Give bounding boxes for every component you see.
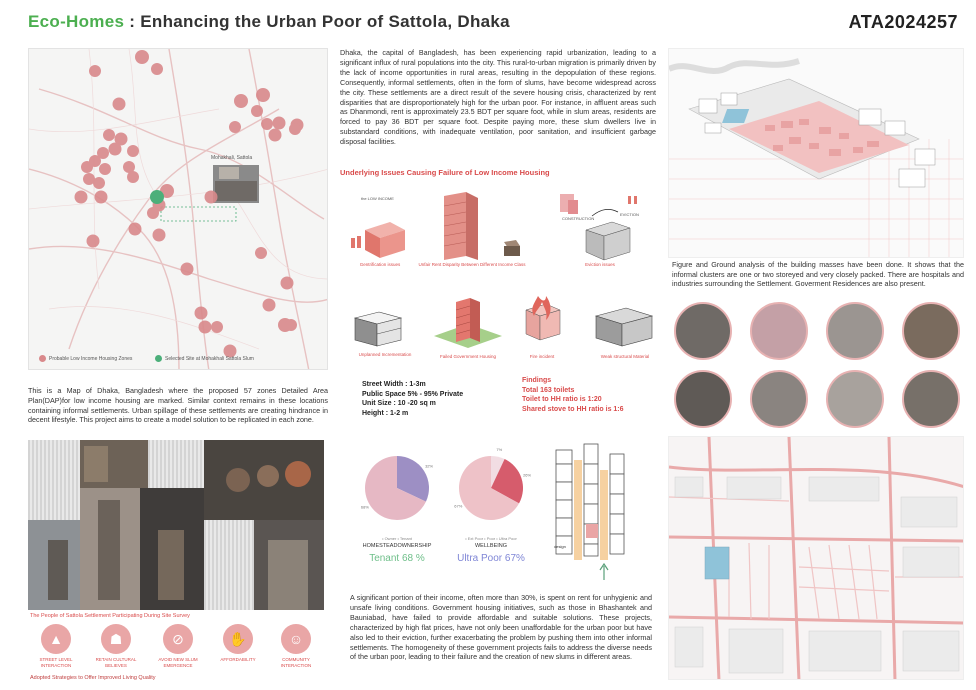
findings — [522, 376, 624, 414]
context-photo-grid — [672, 300, 964, 430]
issue-gentrification — [345, 190, 415, 267]
context-photo — [826, 302, 884, 360]
pie-title: WELLBEING — [474, 543, 508, 549]
context-photo — [902, 370, 960, 428]
site-stats — [362, 380, 463, 418]
stat-height: Height : 1-2 m — [362, 409, 409, 417]
pie-slice-label: 26% — [523, 472, 532, 478]
entry-code: ATA2024257 — [848, 12, 958, 32]
photo-caption: The People of Sattola Settlement Participating During Site Survey — [30, 613, 190, 619]
plan-map-drawing — [669, 437, 964, 680]
strategy-culture — [88, 624, 144, 668]
community-icon: ☗ — [101, 624, 131, 654]
legend-item-zones — [39, 355, 132, 362]
strategy-label: AFFORDABILITY — [220, 657, 256, 662]
context-photo — [826, 370, 884, 428]
sketch-note: the LOW INCOME — [361, 196, 394, 201]
issue-label: Eviction issues — [585, 262, 615, 267]
no-slum-icon: ⊘ — [163, 624, 193, 654]
strategy-label: COMMUNITY INTERACTION — [280, 657, 312, 668]
pie-legend: • Ext Poor • Poor • Ultra Poor — [465, 536, 517, 541]
finding-item: Total 163 toilets — [522, 386, 575, 394]
pie-slice-label: 67% — [454, 503, 463, 509]
context-photo — [902, 302, 960, 360]
legend-dot-icon — [155, 355, 162, 362]
weak-material-sketch — [590, 296, 660, 354]
stat-unit-size: Unit Size : 10 -20 sq m — [362, 400, 436, 408]
settlement-plan-map — [668, 436, 964, 680]
strategy-label: STREET LEVEL INTERACTION — [39, 657, 73, 668]
context-photo — [750, 302, 808, 360]
context-photo — [674, 302, 732, 360]
intro-text: Dhaka, the capital of Bangladesh, has been experiencing rapid urbanization, leading to a significant influx of rural populations into the city. This rural-to-urban migration is primarily driven by the lack of income opportunities in rural areas, resulting in the depopulation of these regions. Consequently, informal settlements, often in the form of slums, have become widespread across the city. These settlements are a direct result of the severe housing crisis, characterized by rent disparities that are disproportionately high for the urban poor. For instance, in affluent areas such as Dhanmondi, rent is approximately 23.5 BDT per square foot, while in slum areas, residents are forced to pay 36 BDT per square foot. Despite paying more, these slum dwellers live in substandard conditions, with inadequate ventilation, poor sanitation, and insufficient garbage disposal facilities. — [340, 48, 656, 147]
figure-ground-axonometric — [668, 48, 964, 258]
legend-label: Probable Low Income Housing Zones — [49, 355, 133, 362]
pie-headline: Ultra Poor 67% — [457, 553, 525, 564]
issue-unplanned — [345, 300, 425, 357]
strategy-caption: Adopted Strategies to Offer Improved Living Quality — [30, 675, 156, 681]
sketch-note: CONSTRUCTION — [562, 216, 595, 221]
pie-slice-label: 68% — [360, 504, 369, 510]
map-caption: This is a Map of Dhaka, Bangladesh where the proposed 57 zones Detailed Area Plan(DAP)for low income housing are marked. Similar context remains in these locations containing informal settlements. Urban spillage of these settlements are creating hindrance in decent lifestyle. This project aims to create a model solution to be replicated in each zone. — [28, 386, 328, 425]
legend-item-site — [155, 355, 254, 362]
pie-homestead — [352, 446, 442, 564]
finding-item: Toilet to HH ratio is 1:20 — [522, 396, 602, 404]
issue-label: Weak structural Material — [600, 354, 650, 359]
header — [28, 12, 958, 40]
collage-photos — [28, 440, 324, 610]
stat-public-space: Public Space 5% - 95% Private — [362, 390, 464, 398]
context-photo — [674, 370, 732, 428]
issue-fire — [512, 290, 572, 359]
issue-label: Failed Government Housing — [439, 354, 497, 359]
map-legend — [35, 353, 325, 365]
pie-chart-homestead — [352, 446, 442, 530]
legend-label: Selected Site at Mohakhali Sattola Slum — [165, 355, 254, 362]
context-photo — [750, 370, 808, 428]
site-survey-photo-collage — [28, 440, 324, 610]
pie-slice-label: 7% — [496, 446, 503, 452]
fire-icon — [512, 290, 572, 354]
rent-housing-text: A significant portion of their income, often more than 30%, is spent on rent for unhygienic and unsafe living conditions. Government housing initiatives, such as those in Bhashantek and Bauniabad, have failed to provide affordable and suitable solutions. These projects, characterized by high flat prices, have not only been unaffordable for the urban poor but have also led to their eviction, further exacerbating the problem by pushing them into other informal settlements. The homogeneity of these government projects fails to address the diverse needs of the urban poor, leading to their failure and the creation of new slums in different areas. — [350, 593, 652, 662]
pie-chart-wellbeing — [446, 446, 536, 530]
title-brand: Eco-Homes — [28, 12, 125, 31]
map-drawing — [29, 49, 328, 370]
pie-headline: Tenant 68 % — [369, 553, 425, 564]
issue-rent-disparity — [412, 190, 532, 267]
strategy-avoid-slum — [150, 624, 206, 668]
cone-icon: ▲ — [41, 624, 71, 654]
pie-title: HOMESTEADOWNERSHIP — [362, 543, 432, 549]
strategy-label: AVOID NEW SLUM EMERGENCE — [158, 657, 198, 668]
figure-ground-text: Figure and Ground analysis of the building masses have been done. It shows that the informal clusters are one or two storeyed and very closely packed. There are hospitals and industries surrounding the Settlement. Goverment Residences are also present. — [672, 260, 964, 289]
govt-housing-sketch — [428, 292, 508, 354]
issue-eviction — [552, 186, 648, 267]
money-hand-icon: ✋ — [223, 624, 253, 654]
strategy-affordability — [210, 624, 266, 663]
rent-disparity-sketch — [412, 190, 532, 262]
strategy-row — [28, 624, 324, 680]
axonometric-drawing — [669, 49, 964, 258]
pie-wellbeing — [446, 446, 536, 564]
gentrification-sketch — [345, 190, 415, 262]
legend-dot-icon — [39, 355, 46, 362]
issue-weak-material — [590, 296, 660, 359]
issues-title: Underlying Issues Causing Failure of Low Income Housing — [340, 168, 550, 177]
strategy-community — [268, 624, 324, 668]
dhaka-map — [28, 48, 328, 370]
issue-label: Unfair Rent Disparity Between Different Income Class — [418, 262, 526, 267]
unit-plan-diagram — [548, 440, 648, 590]
issue-govt-housing — [428, 292, 508, 359]
site-label: Mohakhali, Sattola — [211, 155, 253, 161]
strategy-street — [28, 624, 84, 668]
strategy-label: RETAIN CULTURAL BELIEVES — [95, 657, 137, 668]
plan-note: design — [554, 544, 566, 549]
finding-item: Shared stove to HH ratio is 1:6 — [522, 405, 624, 413]
eviction-sketch — [552, 186, 648, 262]
page-title — [28, 12, 510, 32]
title-separator: : — [124, 12, 141, 31]
title-subject: Enhancing the Urban Poor of Sattola, Dhaka — [140, 12, 510, 31]
issue-label: Fire incident — [529, 354, 555, 359]
plan-drawing — [548, 440, 648, 590]
people-icon: ☺ — [281, 624, 311, 654]
stat-street-width: Street Width : 1-3m — [362, 381, 426, 388]
pie-slice-label: 32% — [425, 463, 434, 469]
findings-title: Findings — [522, 377, 552, 384]
issue-label: Gentrification issues — [359, 262, 401, 267]
pie-legend: • Owner • Tenant — [382, 536, 412, 541]
issue-label: Unplanned Incrementation — [358, 352, 412, 357]
sketch-note: EVICTION — [620, 212, 639, 217]
unplanned-sketch — [345, 300, 425, 352]
